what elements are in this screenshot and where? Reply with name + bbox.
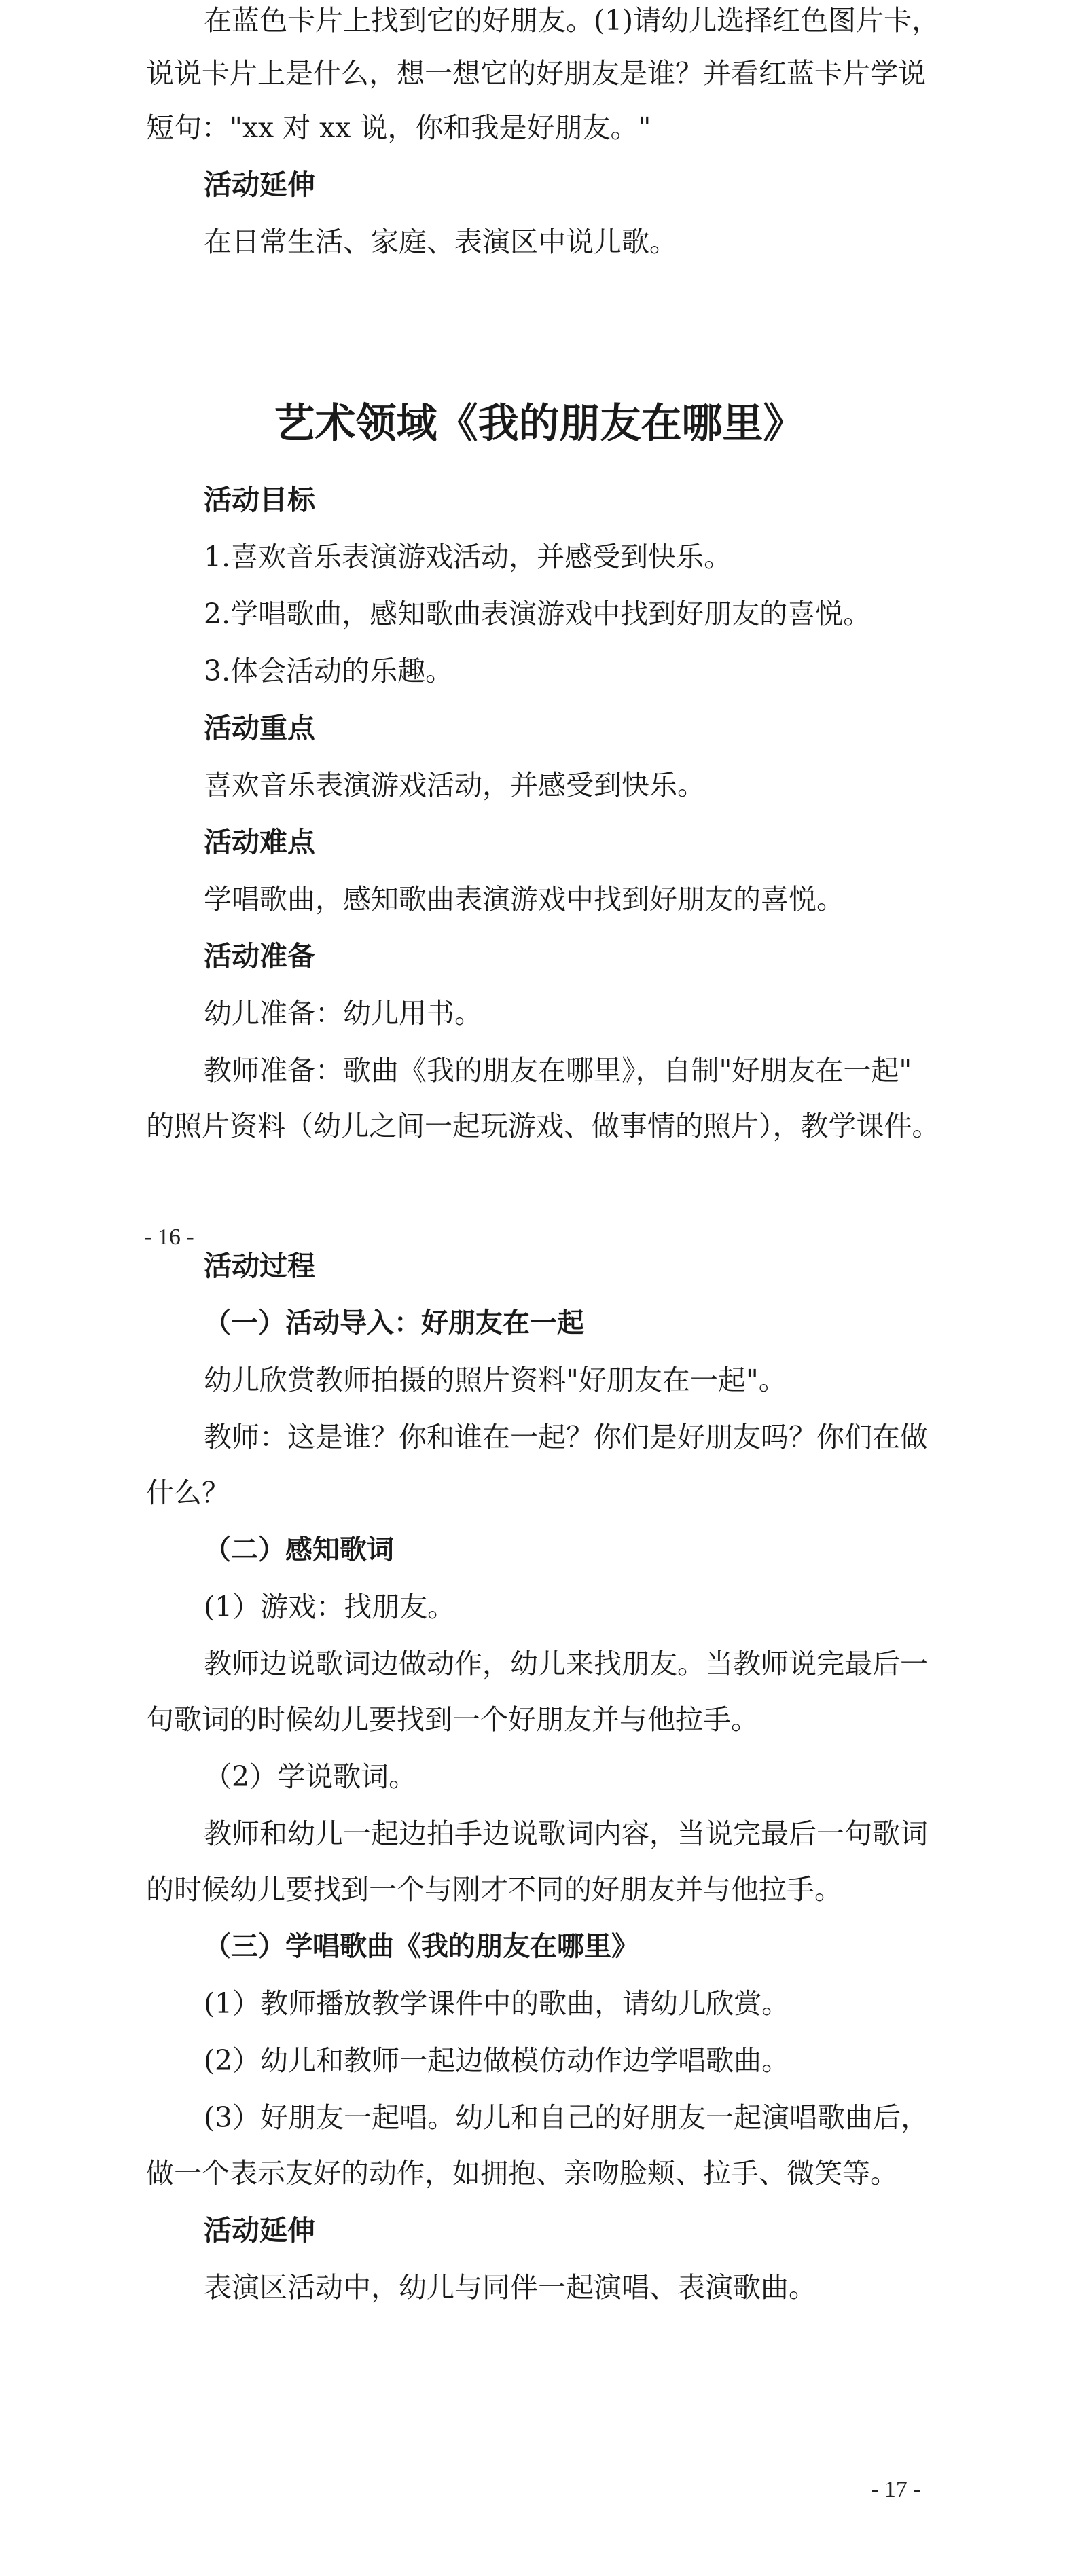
section-heading-extension-prev: 活动延伸 xyxy=(204,168,315,201)
prep-teacher-line: 的照片资料（幼儿之间一起玩游戏、做事情的照片），教学课件。 xyxy=(146,1110,940,1142)
body-line: 教师：这是谁？你和谁在一起？你们是好朋友吗？你们在做 xyxy=(204,1421,928,1453)
key-point-text: 喜欢音乐表演游戏活动，并感受到快乐。 xyxy=(204,769,705,801)
body-line: 句歌词的时候幼儿要找到一个好朋友并与他拉手。 xyxy=(146,1703,759,1736)
body-line: 在蓝色卡片上找到它的好朋友。(1)请幼儿选择红色图片卡， xyxy=(204,4,940,37)
extension-text: 表演区活动中，幼儿与同伴一起演唱、表演歌曲。 xyxy=(204,2271,816,2304)
section-heading-goals: 活动目标 xyxy=(204,484,315,516)
step-heading: （三）学唱歌曲《我的朋友在哪里》 xyxy=(204,1930,639,1962)
body-line: 做一个表示友好的动作，如拥抱、亲吻脸颊、拉手、微笑等。 xyxy=(146,2157,898,2190)
body-line: 在日常生活、家庭、表演区中说儿歌。 xyxy=(204,225,677,258)
page-number-right: - 17 - xyxy=(871,2477,921,2502)
step-heading: （一）活动导入：好朋友在一起 xyxy=(204,1307,584,1339)
section-heading-preparation: 活动准备 xyxy=(204,940,315,973)
page-number-left: - 16 - xyxy=(144,1224,194,1250)
section-heading-process: 活动过程 xyxy=(204,1250,315,1282)
goal-item: 3.体会活动的乐趣。 xyxy=(204,655,454,687)
step-item: (1）教师播放教学课件中的歌曲，请幼儿欣赏。 xyxy=(204,1987,790,2020)
goal-item: 1.喜欢音乐表演游戏活动，并感受到快乐。 xyxy=(204,541,732,573)
prep-teacher-line: 教师准备：歌曲《我的朋友在哪里》，自制"好朋友在一起" xyxy=(204,1054,912,1087)
body-line: 教师边说歌词边做动作，幼儿来找朋友。当教师说完最后一 xyxy=(204,1648,928,1680)
body-line: 教师和幼儿一起边拍手边说歌词内容，当说完最后一句歌词 xyxy=(204,1817,928,1850)
difficulty-text: 学唱歌曲，感知歌曲表演游戏中找到好朋友的喜悦。 xyxy=(204,883,844,915)
step-item: (2）幼儿和教师一起边做模仿动作边学唱歌曲。 xyxy=(204,2044,790,2077)
step-item: （2）学说歌词。 xyxy=(204,1760,417,1793)
body-line: 幼儿欣赏教师拍摄的照片资料"好朋友在一起"。 xyxy=(204,1364,787,1396)
body-line: 什么？ xyxy=(146,1476,230,1509)
goal-item: 2.学唱歌曲，感知歌曲表演游戏中找到好朋友的喜悦。 xyxy=(204,598,872,630)
body-line: 的时候幼儿要找到一个与刚才不同的好朋友并与他拉手。 xyxy=(146,1873,842,1906)
body-line: 说说卡片上是什么，想一想它的好朋友是谁？并看红蓝卡片学说 xyxy=(146,57,926,90)
section-heading-key-point: 活动重点 xyxy=(204,712,315,744)
step-item: (1）游戏：找朋友。 xyxy=(204,1591,456,1623)
lesson-title: 艺术领域《我的朋友在哪里》 xyxy=(274,400,804,448)
step-item: (3）好朋友一起唱。幼儿和自己的好朋友一起演唱歌曲后， xyxy=(204,2101,929,2134)
prep-child: 幼儿准备：幼儿用书。 xyxy=(204,997,482,1030)
step-heading: （二）感知歌词 xyxy=(204,1534,394,1565)
section-heading-extension: 活动延伸 xyxy=(204,2214,315,2247)
body-line: 短句："xx 对 xx 说，你和我是好朋友。" xyxy=(146,111,651,144)
section-heading-difficulty: 活动难点 xyxy=(204,826,315,858)
